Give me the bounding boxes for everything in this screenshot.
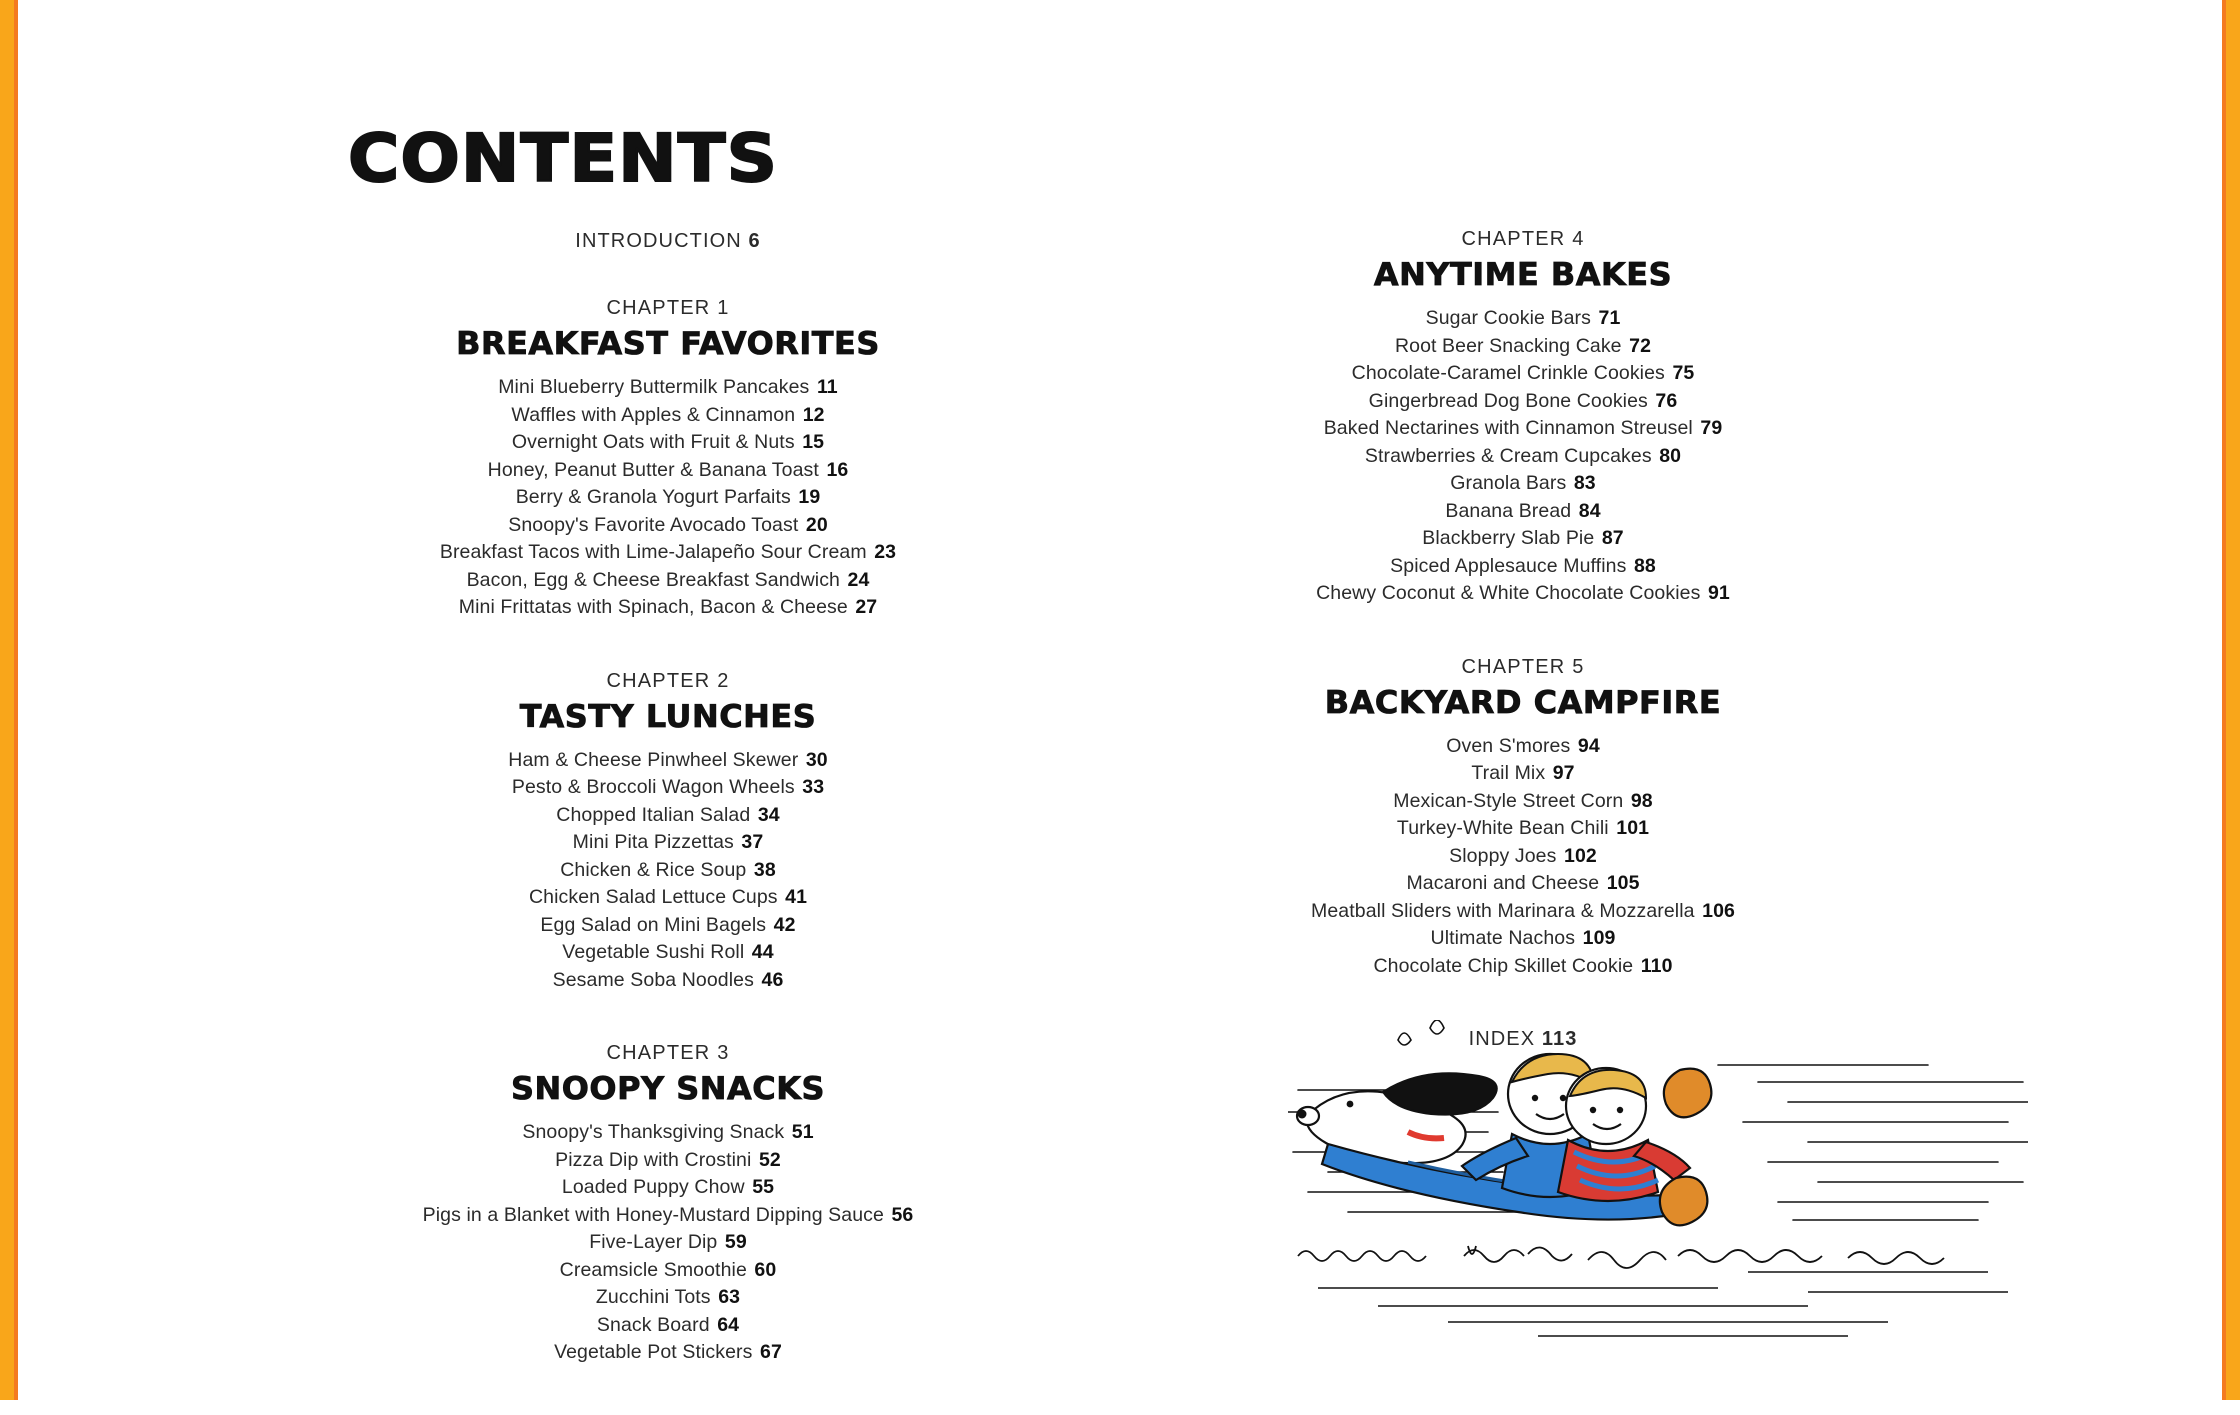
recipe-page: 110 — [1640, 954, 1673, 977]
recipe-page: 37 — [741, 831, 764, 853]
recipe-page: 67 — [760, 1341, 782, 1363]
recipe-name: Chopped Italian Salad — [556, 803, 751, 826]
toc-entry[interactable] — [308, 1339, 1028, 1367]
recipe-name: Sesame Soba Noodles — [552, 968, 754, 991]
toc-entry[interactable] — [308, 747, 1028, 775]
recipe-page: 105 — [1606, 872, 1640, 894]
recipe-name: Vegetable Pot Stickers — [554, 1341, 753, 1363]
chapter-label-2: CHAPTER 2 — [606, 669, 730, 692]
recipe-name: Trail Mix — [1471, 762, 1546, 784]
toc-entry[interactable] — [308, 1119, 1028, 1147]
recipe-name: Chicken & Rice Soup — [560, 858, 747, 881]
recipe-page: 20 — [805, 513, 828, 536]
recipe-page: 34 — [757, 803, 780, 826]
recipe-page: 33 — [802, 776, 825, 798]
recipe-name: Ham & Cheese Pinwheel Skewer — [508, 748, 799, 771]
recipe-page: 63 — [718, 1286, 741, 1308]
recipe-page: 59 — [724, 1231, 747, 1253]
recipe-page: 101 — [1616, 817, 1650, 839]
recipe-page: 83 — [1573, 472, 1596, 494]
chapter-label-1: CHAPTER 1 — [606, 297, 730, 319]
toc-entry[interactable] — [308, 429, 1028, 457]
toc-entry[interactable] — [308, 512, 1028, 540]
recipe-page: 98 — [1630, 789, 1653, 812]
toc-entry[interactable] — [1163, 815, 1883, 843]
toc-entry[interactable] — [1163, 843, 1883, 871]
recipe-page: 16 — [826, 458, 849, 481]
toc-entry[interactable] — [1163, 525, 1883, 553]
chapter-title-5[interactable]: BACKYARD CAMPFIRE — [1324, 684, 1722, 721]
recipe-page: 94 — [1577, 734, 1600, 757]
recipe-page: 23 — [874, 541, 897, 563]
recipe-name: Pesto & Broccoli Wagon Wheels — [511, 776, 795, 798]
toc-entry[interactable] — [308, 857, 1028, 885]
toc-entry[interactable] — [308, 567, 1028, 595]
recipe-page: 56 — [891, 1203, 914, 1226]
chapter-block-2 — [308, 670, 1028, 995]
recipe-page: 102 — [1564, 844, 1597, 867]
recipe-name: Snack Board — [596, 1313, 710, 1336]
recipe-page: 15 — [802, 431, 825, 453]
recipe-name: Oven S'mores — [1446, 734, 1571, 757]
toc-entry[interactable] — [1163, 898, 1883, 926]
recipe-name: Mini Blueberry Buttermilk Pancakes — [498, 376, 810, 398]
recipe-page: 79 — [1700, 417, 1723, 439]
toc-entry[interactable] — [308, 1174, 1028, 1202]
toc-entry[interactable] — [1163, 925, 1883, 953]
chapter-title-2[interactable]: TASTY LUNCHES — [519, 698, 817, 735]
recipe-name: Sloppy Joes — [1449, 844, 1557, 867]
toc-entry[interactable] — [308, 402, 1028, 430]
recipe-name: Pizza Dip with Crostini — [555, 1148, 752, 1171]
recipe-name: Chocolate Chip Skillet Cookie — [1373, 954, 1634, 977]
toc-entry[interactable] — [308, 1147, 1028, 1175]
snoopy-sledding-illustration — [1288, 1020, 2028, 1350]
toc-entry[interactable] — [1163, 553, 1883, 581]
chapter-block-1 — [308, 297, 1028, 622]
recipe-page: 71 — [1598, 307, 1621, 329]
recipe-name: Breakfast Tacos with Lime-Jalapeño Sour Cream — [439, 541, 867, 563]
toc-entry[interactable] — [1163, 443, 1883, 471]
recipe-name: Baked Nectarines with Cinnamon Streusel — [1323, 417, 1693, 439]
recipe-name: Zucchini Tots — [595, 1286, 711, 1308]
recipe-page: 51 — [791, 1121, 814, 1143]
recipe-name: Five-Layer Dip — [589, 1231, 718, 1253]
recipe-name: Gingerbread Dog Bone Cookies — [1368, 389, 1648, 412]
recipe-page: 30 — [805, 748, 828, 771]
recipe-name: Banana Bread — [1445, 499, 1572, 522]
recipe-page: 106 — [1702, 899, 1735, 922]
recipe-name: Waffles with Apples & Cinnamon — [511, 403, 796, 426]
recipe-page: 60 — [754, 1258, 777, 1281]
recipe-name: Macaroni and Cheese — [1406, 872, 1600, 894]
recipe-page: 84 — [1578, 499, 1601, 522]
toc-entry[interactable] — [1163, 788, 1883, 816]
toc-entry[interactable] — [1163, 415, 1883, 443]
toc-entry[interactable] — [308, 829, 1028, 857]
recipe-name: Blackberry Slab Pie — [1422, 527, 1595, 549]
right-spine-bar-inner — [2222, 0, 2226, 1400]
toc-column-left — [308, 230, 1028, 1415]
toc-entry[interactable] — [1163, 733, 1883, 761]
recipe-name: Mini Pita Pizzettas — [572, 831, 734, 853]
recipe-name: Ultimate Nachos — [1430, 927, 1576, 949]
recipe-name: Mini Frittatas with Spinach, Bacon & Cheese — [458, 596, 848, 618]
content-area — [18, 0, 2222, 1400]
recipe-name: Egg Salad on Mini Bagels — [540, 913, 767, 936]
toc-entry[interactable] — [308, 802, 1028, 830]
toc-entry[interactable] — [1163, 333, 1883, 361]
recipe-page: 75 — [1672, 362, 1695, 384]
recipe-name: Honey, Peanut Butter & Banana Toast — [487, 458, 819, 481]
right-spine-bar — [2222, 0, 2240, 1400]
recipe-name: Loaded Puppy Chow — [561, 1176, 745, 1198]
recipe-name: Strawberries & Cream Cupcakes — [1364, 444, 1652, 467]
recipe-name: Pigs in a Blanket with Honey-Mustard Dipping Sauce — [422, 1203, 884, 1226]
recipe-page: 41 — [785, 886, 808, 908]
chapter-block-4 — [1163, 228, 1883, 608]
toc-entry[interactable] — [1163, 360, 1883, 388]
recipe-name: Chewy Coconut & White Chocolate Cookies — [1316, 582, 1701, 604]
toc-entry[interactable] — [308, 1202, 1028, 1230]
introduction-page: 6 — [748, 230, 761, 252]
recipe-page: 72 — [1629, 334, 1652, 357]
left-spine-bar — [0, 0, 18, 1400]
recipe-page: 19 — [798, 486, 821, 508]
page-title: CONTENTS — [348, 120, 779, 197]
toc-entry[interactable] — [1163, 870, 1883, 898]
recipe-page: 44 — [751, 941, 774, 963]
recipe-page: 12 — [802, 403, 825, 426]
recipe-name: Turkey-White Bean Chili — [1396, 817, 1609, 839]
recipe-page: 64 — [717, 1313, 740, 1336]
recipe-page: 24 — [847, 568, 870, 591]
toc-entry[interactable] — [1163, 953, 1883, 981]
recipe-page: 38 — [753, 858, 776, 881]
recipe-name: Spiced Applesauce Muffins — [1390, 554, 1627, 577]
chapter-title-4[interactable]: ANYTIME BAKES — [1373, 257, 1673, 293]
recipe-name: Bacon, Egg & Cheese Breakfast Sandwich — [466, 568, 840, 591]
toc-entry[interactable] — [1163, 305, 1883, 333]
toc-entry[interactable] — [308, 939, 1028, 967]
recipe-page: 91 — [1707, 582, 1730, 604]
recipe-name: Snoopy's Thanksgiving Snack — [522, 1121, 785, 1143]
recipe-name: Overnight Oats with Fruit & Nuts — [511, 431, 795, 453]
chapter-title-3[interactable]: SNOOPY SNACKS — [511, 1071, 825, 1107]
toc-entry[interactable] — [308, 912, 1028, 940]
recipe-name: Root Beer Snacking Cake — [1394, 334, 1622, 357]
chapter-label-3: CHAPTER 3 — [606, 1042, 730, 1064]
index-label: INDEX — [1468, 1028, 1536, 1050]
toc-entry[interactable] — [308, 1312, 1028, 1340]
recipe-page: 97 — [1552, 762, 1575, 784]
recipe-page: 11 — [816, 376, 838, 398]
index-page: 113 — [1541, 1028, 1578, 1050]
toc-entry[interactable] — [308, 967, 1028, 995]
toc-entry[interactable] — [1163, 470, 1883, 498]
toc-entry[interactable] — [308, 1257, 1028, 1285]
recipe-page: 88 — [1633, 554, 1656, 577]
recipe-page: 52 — [758, 1148, 781, 1171]
toc-entry[interactable] — [1163, 388, 1883, 416]
toc-entry[interactable] — [308, 1229, 1028, 1257]
chapter-block-3 — [308, 1042, 1028, 1367]
recipe-page: 109 — [1582, 927, 1616, 949]
recipe-name: Mexican-Style Street Corn — [1393, 789, 1624, 812]
chapter-title-1[interactable]: BREAKFAST FAVORITES — [456, 326, 880, 362]
recipe-page: 42 — [773, 913, 796, 936]
recipe-name: Chicken Salad Lettuce Cups — [528, 886, 778, 908]
chapter-block-5 — [1163, 656, 1883, 981]
toc-entry[interactable] — [308, 594, 1028, 622]
chapter-label-4: CHAPTER 4 — [1461, 228, 1585, 250]
toc-entry-introduction[interactable] — [308, 230, 1028, 253]
toc-entry[interactable] — [308, 1284, 1028, 1312]
recipe-name: Creamsicle Smoothie — [559, 1258, 747, 1281]
toc-entry[interactable] — [308, 774, 1028, 802]
recipe-name: Granola Bars — [1450, 472, 1567, 494]
recipe-page: 80 — [1659, 444, 1682, 467]
toc-entry[interactable] — [308, 884, 1028, 912]
recipe-name: Vegetable Sushi Roll — [562, 941, 745, 963]
toc-entry[interactable] — [1163, 498, 1883, 526]
toc-entry[interactable] — [308, 457, 1028, 485]
recipe-name: Chocolate-Caramel Crinkle Cookies — [1351, 362, 1665, 384]
recipe-page: 27 — [855, 596, 878, 618]
toc-entry[interactable] — [308, 484, 1028, 512]
recipe-name: Meatball Sliders with Marinara & Mozzarella — [1311, 899, 1695, 922]
recipe-name: Snoopy's Favorite Avocado Toast — [508, 513, 799, 536]
recipe-name: Berry & Granola Yogurt Parfaits — [515, 486, 791, 508]
recipe-page: 87 — [1601, 527, 1624, 549]
toc-column-right — [1163, 228, 1883, 1051]
toc-entry[interactable] — [1163, 760, 1883, 788]
chapter-label-5: CHAPTER 5 — [1461, 655, 1585, 678]
toc-entry[interactable] — [1163, 580, 1883, 608]
recipe-page: 55 — [752, 1176, 775, 1198]
recipe-page: 46 — [761, 968, 784, 991]
introduction-label: INTRODUCTION — [575, 230, 742, 252]
recipe-page: 76 — [1655, 389, 1678, 412]
toc-entry[interactable] — [308, 539, 1028, 567]
toc-entry[interactable] — [308, 374, 1028, 402]
recipe-name: Sugar Cookie Bars — [1425, 307, 1591, 329]
